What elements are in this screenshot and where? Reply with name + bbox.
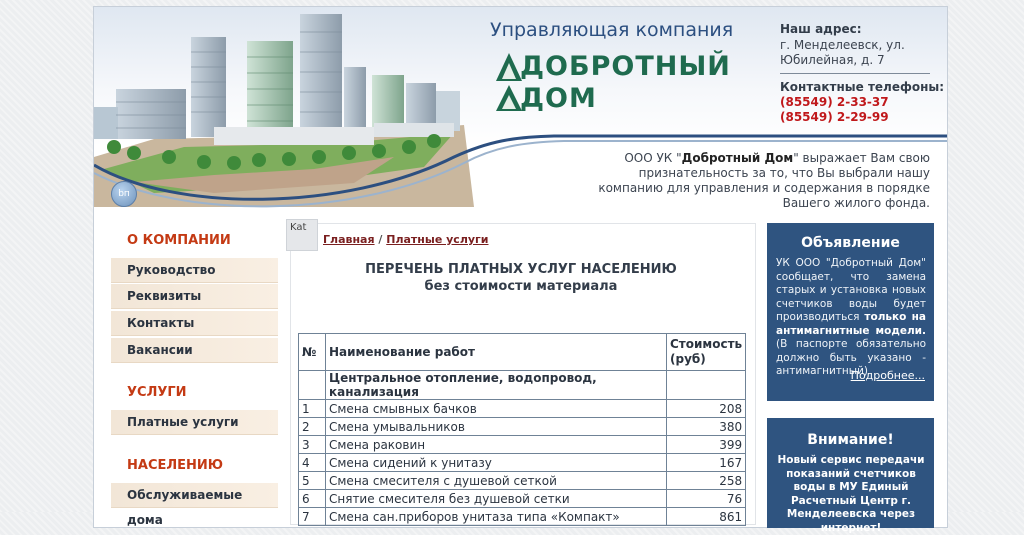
- table-row: [299, 436, 746, 454]
- row-price: 167: [667, 454, 746, 472]
- table-header-row: [299, 334, 746, 371]
- logo-word-dom: ДОМ: [520, 83, 597, 114]
- kat-button[interactable]: Kat: [286, 219, 318, 251]
- table-row: [299, 490, 746, 508]
- column-header-number: №: [299, 334, 326, 371]
- company-prefix: Управляющая компания: [490, 19, 734, 41]
- price-table: [298, 333, 746, 526]
- row-price: 399: [667, 436, 746, 454]
- nav-heading-residents: НАСЕЛЕНИЮ: [127, 458, 224, 473]
- nav-item-management[interactable]: Руководство: [111, 258, 278, 283]
- row-number: 3: [299, 436, 326, 454]
- phone-number-1[interactable]: (85549) 2-33-37: [780, 95, 889, 109]
- row-price: 76: [667, 490, 746, 508]
- column-header-price: Стоимость (руб): [667, 334, 746, 371]
- site-header: [94, 7, 947, 217]
- nav-item-served-houses[interactable]: Обслуживаемые дома: [111, 483, 278, 508]
- nav-item-contacts[interactable]: Контакты: [111, 311, 278, 336]
- row-price: 861: [667, 508, 746, 526]
- accessibility-version-button[interactable]: bп: [111, 181, 137, 207]
- row-work-name: Смена смывных бачков: [326, 400, 667, 418]
- table-row: [299, 454, 746, 472]
- announcement-more-link[interactable]: Подробнее...: [850, 369, 925, 382]
- row-number: 1: [299, 400, 326, 418]
- attention-title: Внимание!: [807, 432, 894, 448]
- phones-title: Контактные телефоны:: [780, 80, 945, 94]
- attention-text: Новый сервис передачи показаний счетчиков воды в МУ Единый Расчетный Центр г. Менделеевска через интернет!: [777, 454, 925, 534]
- address-title: Наш адрес:: [780, 22, 862, 36]
- breadcrumb: Главная / Платные услуги: [323, 233, 489, 246]
- announcement-title: Объявление: [801, 235, 900, 251]
- row-price: 380: [667, 418, 746, 436]
- row-number: 2: [299, 418, 326, 436]
- row-number: 5: [299, 472, 326, 490]
- breadcrumb-current-link[interactable]: Платные услуги: [386, 233, 489, 246]
- page-title: [326, 261, 716, 295]
- table-section-heading: Центральное отопление, водопровод, канализация: [326, 371, 667, 400]
- table-row: [299, 400, 746, 418]
- row-work-name: Смена умывальников: [326, 418, 667, 436]
- page-title-line-1: ПЕРЕЧЕНЬ ПЛАТНЫХ УСЛУГ НАСЕЛЕНИЮ: [365, 262, 677, 277]
- phone-number-2[interactable]: (85549) 2-29-99: [780, 110, 889, 124]
- address-text: г. Менделеевск, ул. Юбилейная, д. 7: [780, 38, 905, 67]
- address-divider: [780, 73, 930, 74]
- table-row: [299, 418, 746, 436]
- row-number: 6: [299, 490, 326, 508]
- row-number: 7: [299, 508, 326, 526]
- page-subtitle: без стоимости материала: [424, 279, 618, 294]
- row-number: 4: [299, 454, 326, 472]
- nav-heading-company: О КОМПАНИИ: [127, 233, 231, 248]
- nav-item-requisites[interactable]: Реквизиты: [111, 284, 278, 309]
- column-header-work: Наименование работ: [326, 334, 667, 371]
- row-work-name: Смена раковин: [326, 436, 667, 454]
- announcement-panel: [767, 223, 934, 401]
- logo-word-dobrotny: ДОБРОТНЫЙ: [520, 51, 731, 82]
- row-work-name: Снятие смесителя без душевой сетки: [326, 490, 667, 508]
- row-price: 258: [667, 472, 746, 490]
- nav-item-vacancies[interactable]: Вакансии: [111, 338, 278, 363]
- announcement-text: УК ООО "Добротный Дом" сообщает, что замена старых и установка новых счетчиков воды будет производиться только на антимагнитные модели. (В паспорте обязательно должно быть указано - антимагнитный): [776, 257, 926, 377]
- row-price: 208: [667, 400, 746, 418]
- table-row: [299, 508, 746, 526]
- nav-item-paid-services[interactable]: Платные услуги: [111, 410, 278, 435]
- row-work-name: Смена сидений к унитазу: [326, 454, 667, 472]
- row-work-name: Смена смесителя с душевой сеткой: [326, 472, 667, 490]
- page-container: [93, 6, 948, 534]
- table-row: [299, 472, 746, 490]
- breadcrumb-home-link[interactable]: Главная: [323, 233, 375, 246]
- welcome-text: ООО УК "Добротный Дом" выражает Вам свою признательность за то, что Вы выбрали нашу компанию для управления и содержания в порядке Вашего жилого фонда.: [598, 151, 930, 210]
- row-work-name: Смена сан.приборов унитаза типа «Компакт»: [326, 508, 667, 526]
- nav-heading-services: УСЛУГИ: [127, 385, 187, 400]
- table-section-row: [299, 371, 746, 400]
